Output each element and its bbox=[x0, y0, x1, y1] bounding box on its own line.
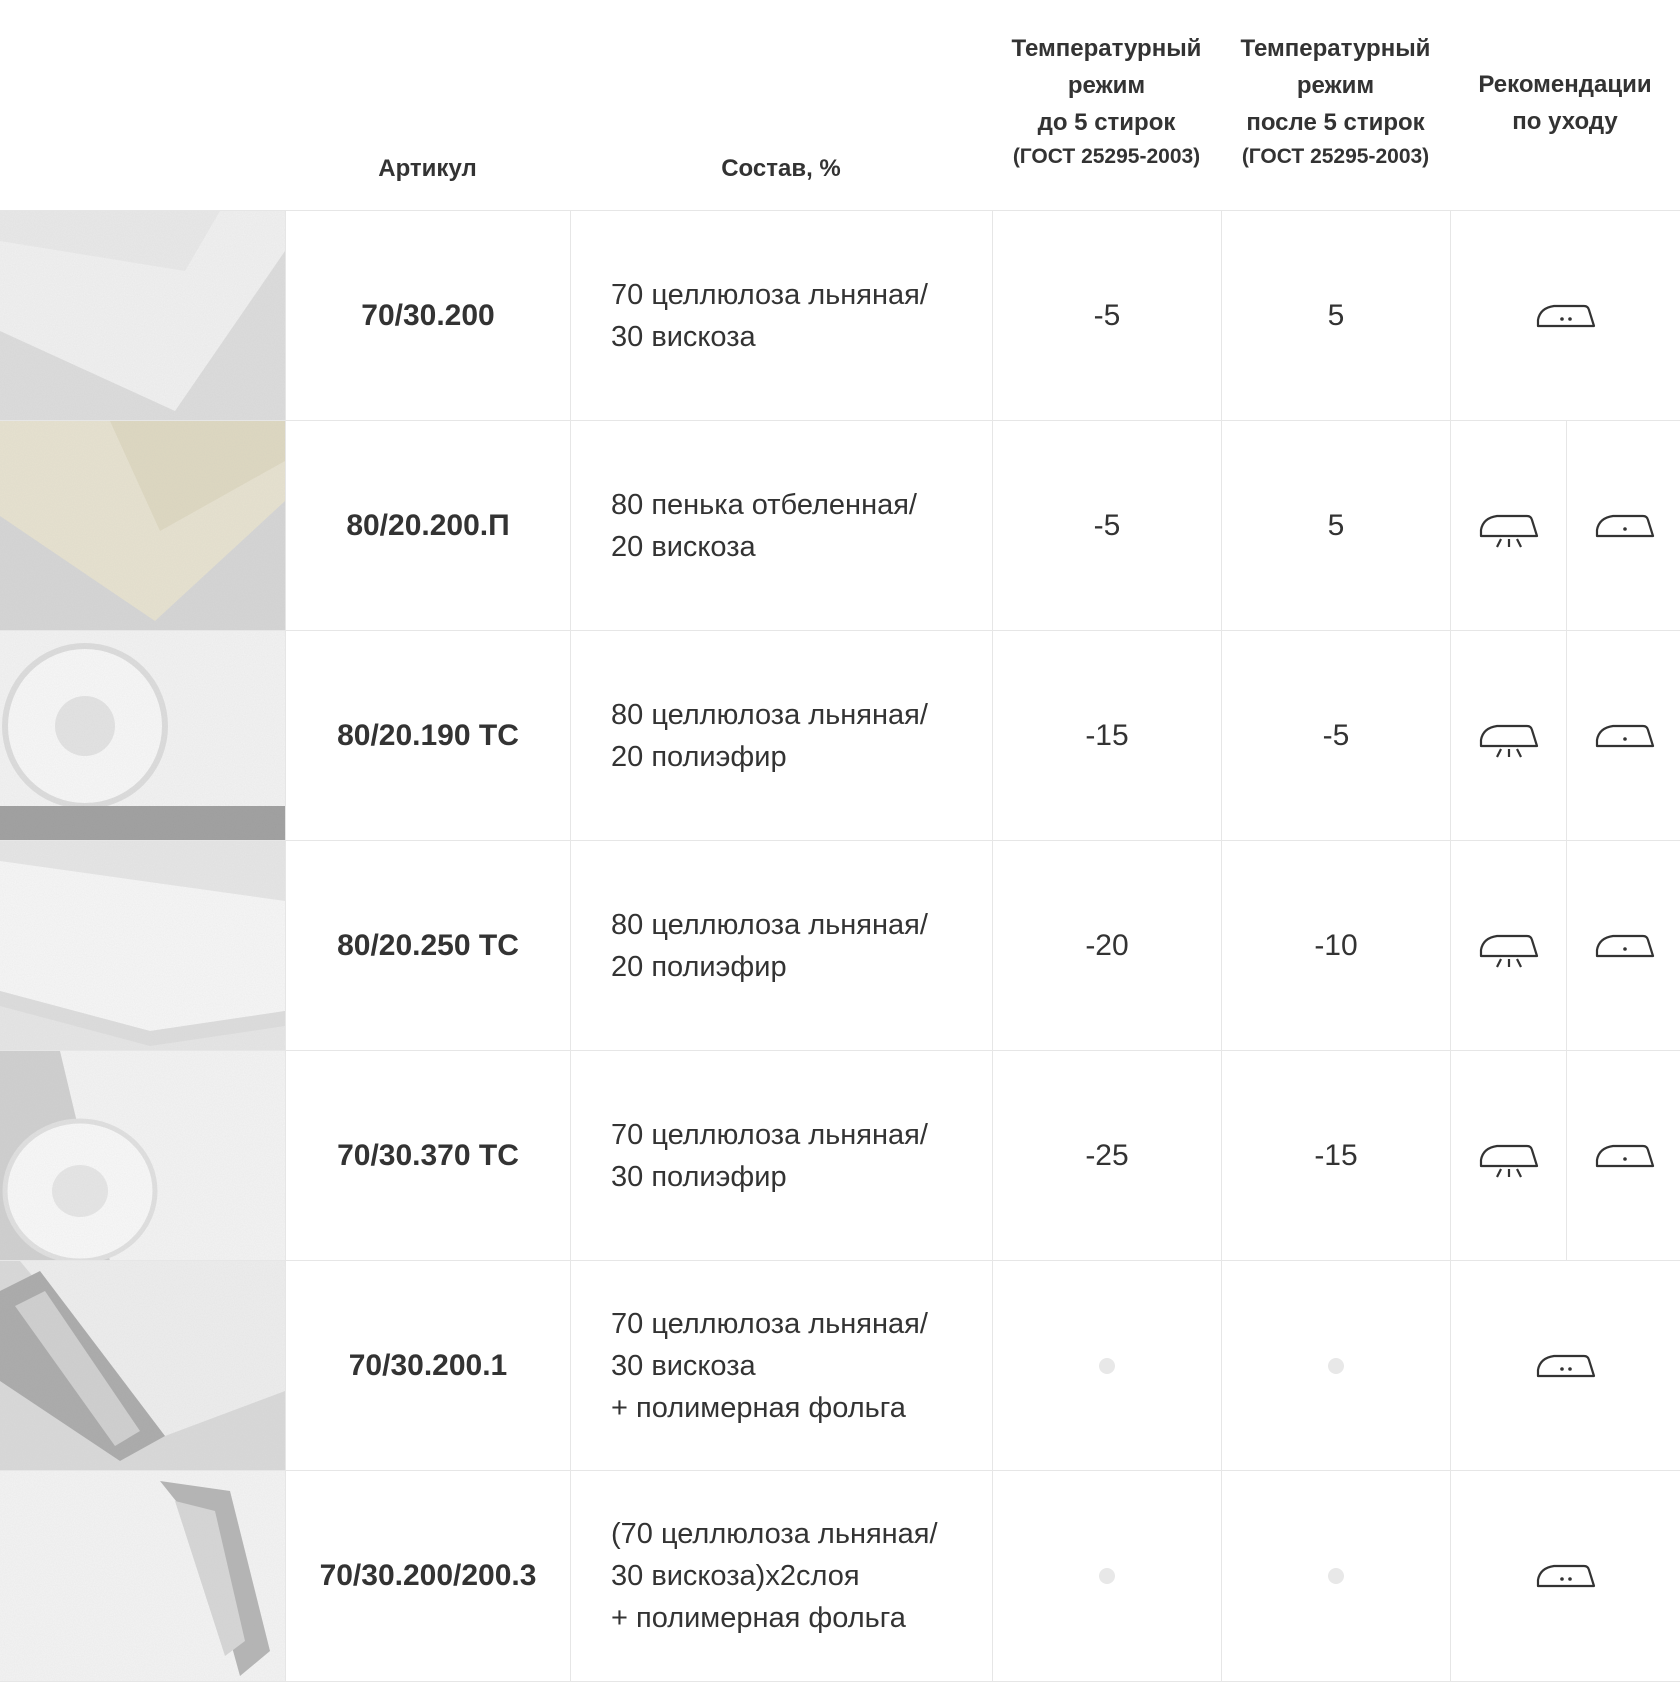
table-row bbox=[0, 210, 1680, 421]
empty-dot bbox=[1099, 1358, 1115, 1374]
header-article: Артикул bbox=[378, 155, 477, 182]
temp-before-cell: -20 bbox=[992, 841, 1221, 1051]
table-row bbox=[0, 1470, 1680, 1682]
table-header bbox=[0, 0, 1680, 210]
iron-one-dot-icon bbox=[1566, 1051, 1680, 1261]
header-temp-after-line: Температурный bbox=[1240, 35, 1431, 62]
temp-after-cell: -10 bbox=[1221, 841, 1450, 1051]
header-temp-after-standard: (ГОСТ 25295-2003) bbox=[1241, 145, 1430, 168]
product-photo bbox=[0, 421, 285, 631]
composition-cell bbox=[570, 421, 992, 631]
temp-after-cell: 5 bbox=[1221, 421, 1450, 631]
table-row bbox=[0, 840, 1680, 1051]
composition-line: 80 целлюлоза льняная/ bbox=[611, 909, 928, 941]
iron-one-dot-icon bbox=[1566, 841, 1680, 1051]
product-photo bbox=[0, 1261, 285, 1471]
composition-line: 30 вискоза bbox=[611, 1350, 756, 1382]
article-cell: 70/30.370 ТС bbox=[285, 1051, 570, 1261]
care-cell bbox=[1450, 1471, 1680, 1681]
iron-steam-icon bbox=[1451, 841, 1566, 1051]
temp-before-cell: -15 bbox=[992, 631, 1221, 841]
composition-line: 20 вискоза bbox=[611, 531, 756, 563]
temp-after-cell: 5 bbox=[1221, 211, 1450, 421]
care-cell bbox=[1450, 631, 1680, 841]
temp-before-cell: -25 bbox=[992, 1051, 1221, 1261]
header-temp-before-line: Температурный bbox=[1011, 35, 1202, 62]
composition-line: 70 целлюлоза льняная/ bbox=[611, 279, 928, 311]
composition-line: 80 пенька отбеленная/ bbox=[611, 489, 917, 521]
product-photo bbox=[0, 211, 285, 421]
composition-cell bbox=[570, 1051, 992, 1261]
composition-line: 30 вискоза)х2слоя bbox=[611, 1560, 860, 1592]
care-cell bbox=[1450, 841, 1680, 1051]
care-cell bbox=[1450, 1261, 1680, 1471]
iron-two-dots-icon bbox=[1451, 211, 1680, 421]
header-care bbox=[1450, 66, 1680, 140]
temp-after-cell bbox=[1221, 1261, 1450, 1471]
iron-one-dot-icon bbox=[1566, 421, 1680, 631]
table-row bbox=[0, 1050, 1680, 1261]
composition-line: 30 полиэфир bbox=[611, 1161, 787, 1193]
temp-before-cell bbox=[992, 1261, 1221, 1471]
header-temp-after-line: после 5 стирок bbox=[1246, 109, 1425, 136]
article-cell: 70/30.200/200.3 bbox=[285, 1471, 570, 1681]
composition-line: 20 полиэфир bbox=[611, 741, 787, 773]
temp-before-cell: -5 bbox=[992, 211, 1221, 421]
product-photo bbox=[0, 1051, 285, 1261]
temp-after-cell bbox=[1221, 1471, 1450, 1681]
header-temp-after bbox=[1221, 30, 1450, 173]
product-photo bbox=[0, 631, 285, 841]
care-cell bbox=[1450, 421, 1680, 631]
empty-dot bbox=[1099, 1568, 1115, 1584]
iron-two-dots-icon bbox=[1451, 1261, 1680, 1471]
article-cell: 70/30.200 bbox=[285, 211, 570, 421]
article-cell: 70/30.200.1 bbox=[285, 1261, 570, 1471]
composition-line: 70 целлюлоза льняная/ bbox=[611, 1119, 928, 1151]
composition-cell bbox=[570, 1471, 992, 1681]
table-row bbox=[0, 1260, 1680, 1471]
composition-line: (70 целлюлоза льняная/ bbox=[611, 1518, 938, 1550]
iron-steam-icon bbox=[1451, 421, 1566, 631]
composition-cell bbox=[570, 1261, 992, 1471]
empty-dot bbox=[1328, 1358, 1344, 1374]
iron-steam-icon bbox=[1451, 631, 1566, 841]
product-photo bbox=[0, 1471, 285, 1681]
temp-before-cell bbox=[992, 1471, 1221, 1681]
temp-after-cell: -5 bbox=[1221, 631, 1450, 841]
article-cell: 80/20.250 ТС bbox=[285, 841, 570, 1051]
composition-line: + полимерная фольга bbox=[611, 1602, 906, 1634]
iron-steam-icon bbox=[1451, 1051, 1566, 1261]
header-temp-before-line: до 5 стирок bbox=[1037, 109, 1176, 136]
composition-line: 30 вискоза bbox=[611, 321, 756, 353]
composition-line: 70 целлюлоза льняная/ bbox=[611, 1308, 928, 1340]
article-cell: 80/20.200.П bbox=[285, 421, 570, 631]
header-temp-before-line: режим bbox=[1067, 72, 1146, 99]
table-row bbox=[0, 630, 1680, 841]
header-care-line: по уходу bbox=[1512, 108, 1618, 135]
header-temp-before bbox=[992, 30, 1221, 173]
temp-after-cell: -15 bbox=[1221, 1051, 1450, 1261]
composition-line: 80 целлюлоза льняная/ bbox=[611, 699, 928, 731]
care-cell bbox=[1450, 211, 1680, 421]
temp-before-cell: -5 bbox=[992, 421, 1221, 631]
header-temp-before-standard: (ГОСТ 25295-2003) bbox=[1012, 145, 1201, 168]
header-temp-after-line: режим bbox=[1296, 72, 1375, 99]
composition-cell bbox=[570, 841, 992, 1051]
header-composition: Состав, % bbox=[721, 155, 841, 182]
composition-line: + полимерная фольга bbox=[611, 1392, 906, 1424]
article-cell: 80/20.190 ТС bbox=[285, 631, 570, 841]
header-care-line: Рекомендации bbox=[1478, 71, 1652, 98]
care-cell bbox=[1450, 1051, 1680, 1261]
composition-line: 20 полиэфир bbox=[611, 951, 787, 983]
empty-dot bbox=[1328, 1568, 1344, 1584]
composition-cell bbox=[570, 211, 992, 421]
product-photo bbox=[0, 841, 285, 1051]
iron-one-dot-icon bbox=[1566, 631, 1680, 841]
table-row bbox=[0, 420, 1680, 631]
iron-two-dots-icon bbox=[1451, 1471, 1680, 1681]
composition-cell bbox=[570, 631, 992, 841]
